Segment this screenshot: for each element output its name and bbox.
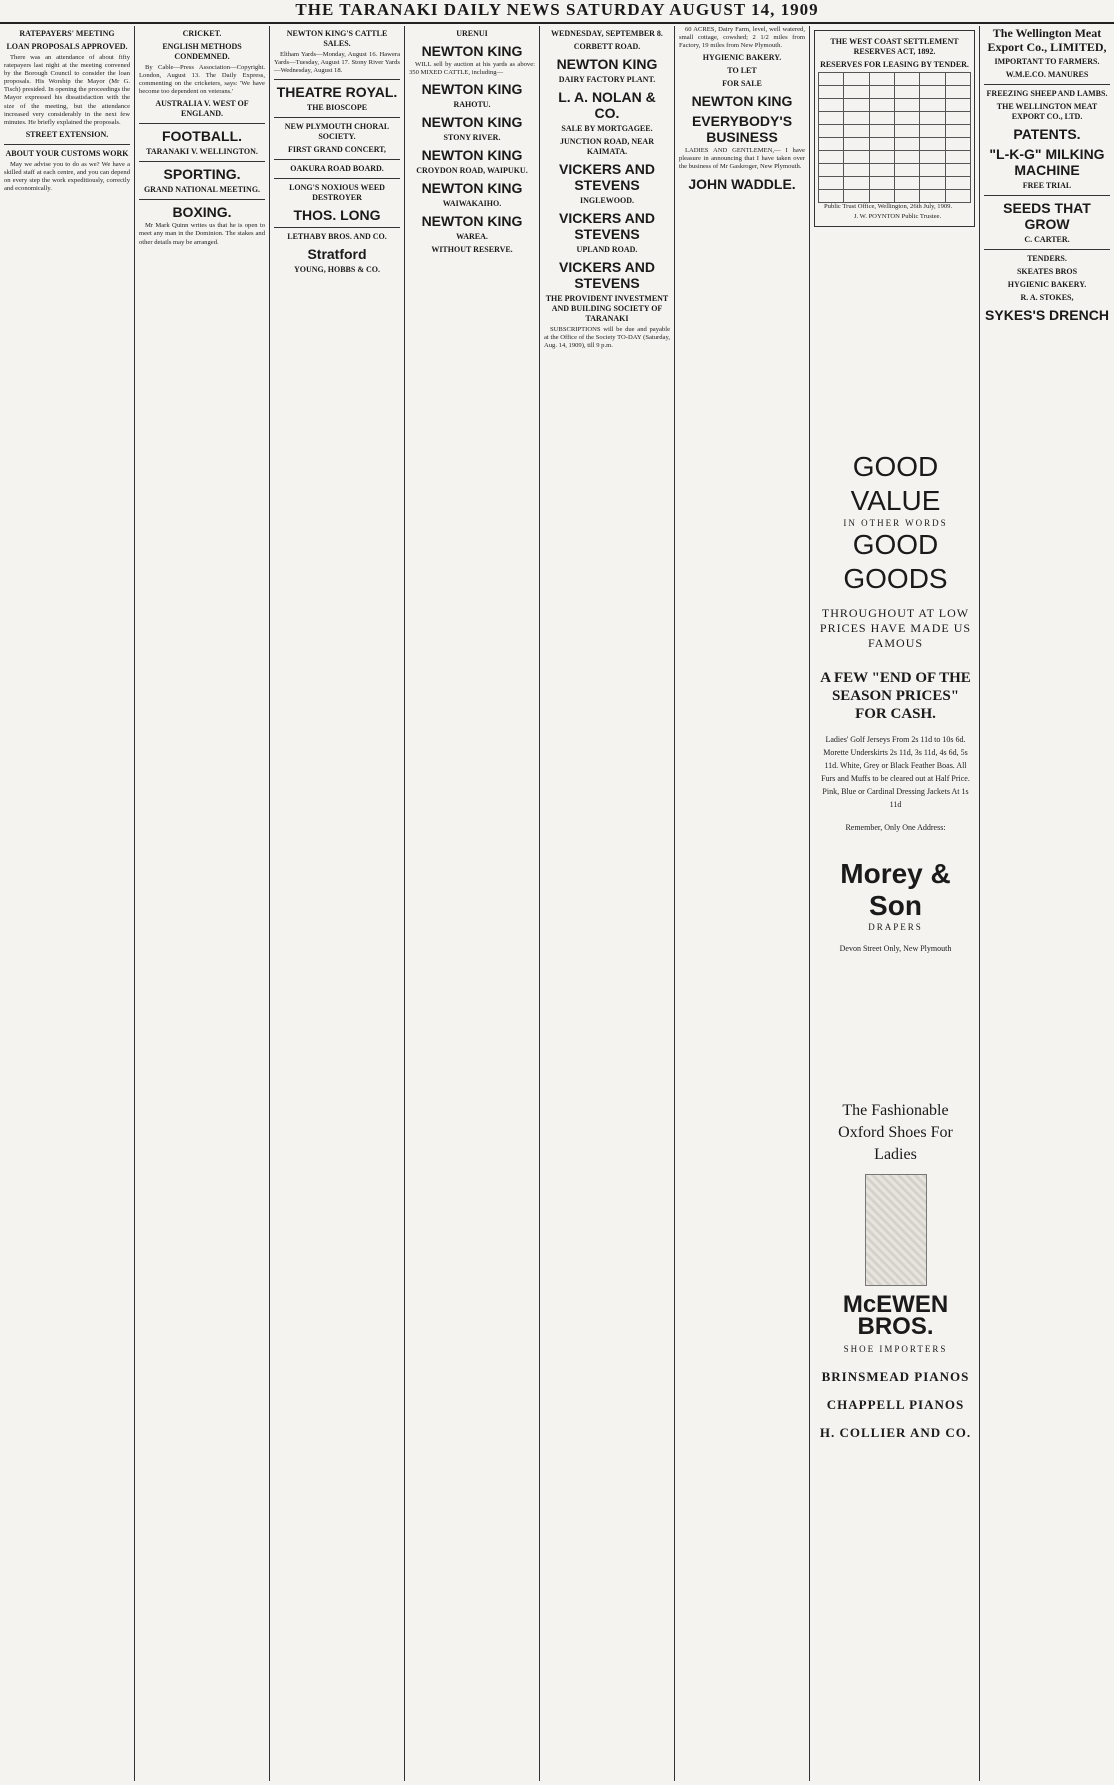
heading-oakura: OAKURA ROAD BOARD. bbox=[290, 164, 384, 174]
heading-stratford: Stratford bbox=[307, 246, 367, 263]
divider bbox=[139, 199, 265, 200]
heading-street-extension: STREET EXTENSION. bbox=[25, 129, 109, 139]
article-body: There was an attendance of about fifty ratepayers last night at the meeting convened by the Borough Council to consider the loan proposals. His Worship the Mayor (Mr G. Tisch) presided. In opening the proceedings the Mayor expressed his dissatisfaction with the size of the meeting, but the attendance increased very considerably in the next few minutes. He briefly explained the proposals. bbox=[4, 54, 130, 126]
collier-title: H. COLLIER AND CO. bbox=[819, 1425, 972, 1440]
reserves-signature: J. W. POYNTON Public Trustee. bbox=[853, 213, 942, 221]
heading-newton-king-8: NEWTON KING bbox=[691, 93, 793, 110]
cricket-body: By Cable—Press Association—Copyright. London, August 13. The Daily Express, commenting on the cricketers, says: 'We have become too dependent on veterans.' bbox=[139, 64, 265, 96]
good-goods-heading: GOOD GOODS bbox=[843, 529, 948, 594]
oxford-shoes-advert bbox=[818, 1100, 973, 1444]
heading-football: FOOTBALL. bbox=[161, 128, 243, 145]
heading-newton-king-5: NEWTON KING bbox=[421, 180, 523, 197]
heading-stokes: R. A. STOKES, bbox=[1020, 293, 1074, 302]
divider bbox=[274, 178, 400, 179]
heading-english-methods: ENGLISH METHODS CONDEMNED. bbox=[162, 42, 242, 61]
heading-vickers-1: VICKERS AND STEVENS bbox=[559, 161, 655, 193]
column-2 bbox=[135, 26, 270, 1781]
heading-hygienic: HYGIENIC BAKERY. bbox=[702, 53, 782, 63]
end-season-heading: A FEW "END OF THE SEASON PRICES" FOR CASH. bbox=[820, 670, 971, 722]
heading-freezing: FREEZING SHEEP AND LAMBS. bbox=[986, 89, 1108, 98]
heading-choral-society: NEW PLYMOUTH CHORAL SOCIETY. bbox=[284, 122, 390, 142]
heading-john-waddle: JOHN WADDLE. bbox=[688, 175, 796, 192]
customs-body: May we advise you to do as we? We have a skilled staff at each centre, and you can depend on every step the work expeditiously, correctly and economically. bbox=[4, 160, 130, 193]
heading-sykes: SYKES'S DRENCH bbox=[985, 307, 1109, 323]
heading-everybodys: EVERYBODY'S BUSINESS bbox=[691, 113, 793, 146]
heading-seeds: SEEDS THAT GROW bbox=[1003, 200, 1091, 232]
heading-newton-king-7: NEWTON KING bbox=[556, 56, 658, 72]
heading-bioscope: THE BIOSCOPE bbox=[306, 103, 368, 113]
remember-text: Remember, Only One Address: bbox=[845, 823, 946, 832]
heading-hygienic-bakery: HYGIENIC BAKERY. bbox=[1007, 280, 1087, 289]
heading-rahotu: RAHOTU. bbox=[453, 100, 491, 110]
masthead: THE TARANAKI DAILY NEWS SATURDAY AUGUST 14, 1909 bbox=[0, 0, 1114, 24]
heading-urenui: URENUI bbox=[456, 29, 488, 38]
divider bbox=[4, 144, 130, 145]
heading-newton-king-6: NEWTON KING bbox=[421, 213, 523, 230]
heading-patents: PATENTS. bbox=[1013, 126, 1081, 142]
good-value-heading: GOOD VALUE bbox=[850, 451, 941, 516]
heading-milking-machine: "L-K-G" MILKING MACHINE bbox=[989, 146, 1105, 178]
heading-newton-king-1: NEWTON KING bbox=[421, 43, 523, 59]
column-5 bbox=[540, 26, 675, 1781]
heading-customs: ABOUT YOUR CUSTOMS WORK bbox=[5, 148, 129, 158]
heading-vickers-2: VICKERS AND STEVENS bbox=[559, 210, 655, 242]
heading-warea: WAREA. bbox=[456, 232, 488, 242]
heading-without-reserve: WITHOUT RESERVE. bbox=[431, 245, 513, 255]
heading-reserves-act: THE WEST COAST SETTLEMENT RESERVES ACT, 1892. bbox=[830, 37, 959, 56]
divider bbox=[139, 161, 265, 162]
reserves-footer: Public Trust Office, Wellington, 26th July, 1909. bbox=[824, 203, 953, 210]
heading-croydon: CROYDON ROAD, WAIPUKU. bbox=[416, 166, 528, 176]
heading-loan: LOAN PROPOSALS APPROVED. bbox=[6, 42, 128, 51]
heading-vickers-3: VICKERS AND STEVENS bbox=[559, 259, 655, 291]
column-3 bbox=[270, 26, 405, 1781]
heading-australia: AUSTRALIA V. WEST OF ENGLAND. bbox=[155, 99, 249, 119]
heading-nolan: L. A. NOLAN & CO. bbox=[558, 89, 656, 121]
heading-cricket: CRICKET. bbox=[182, 29, 222, 38]
urenui-body: WILL sell by auction at his yards as above: 350 MIXED CATTLE, including— bbox=[409, 61, 535, 77]
dairy-farm-body: 60 ACRES, Dairy Farm, level, well watered, small cottage, cowshed; 2 1/2 miles from Factory, 19 miles from New Plymouth. bbox=[679, 26, 805, 50]
cattle-sales-body: Eltham Yards—Monday, August 16. Hawera Yards—Tuesday, August 17. Stony River Yards—Wednesday, August 18. bbox=[274, 51, 400, 75]
heading-important-farmers: IMPORTANT TO FARMERS. bbox=[994, 57, 1100, 66]
shoe-illustration bbox=[865, 1174, 927, 1286]
throughout-text: THROUGHOUT AT LOW PRICES HAVE MADE US FAMOUS bbox=[819, 606, 972, 650]
heading-junction: JUNCTION ROAD, NEAR KAIMATA. bbox=[559, 137, 654, 156]
divider bbox=[274, 79, 400, 80]
heading-sporting: SPORTING. bbox=[163, 166, 241, 183]
divider bbox=[984, 249, 1110, 250]
heading-young-hobbs: YOUNG, HOBBS & CO. bbox=[293, 265, 380, 275]
mcewen-sub: SHOE IMPORTERS bbox=[843, 1344, 948, 1354]
heading-newton-king-4: NEWTON KING bbox=[421, 147, 523, 164]
heading-to-let: TO LET bbox=[727, 66, 757, 76]
heading-reserves-leasing: RESERVES FOR LEASING BY TENDER. bbox=[820, 60, 969, 69]
heading-corbett: CORBETT ROAD. bbox=[573, 42, 641, 51]
heading-manures: W.M.E.CO. MANURES bbox=[1005, 70, 1089, 79]
devon-street: Devon Street Only, New Plymouth bbox=[839, 944, 952, 953]
divider bbox=[274, 159, 400, 160]
heading-grand-national: GRAND NATIONAL MEETING. bbox=[143, 185, 261, 195]
heading-carter: C. CARTER. bbox=[1024, 235, 1070, 244]
oxford-title: The Fashionable Oxford Shoes For Ladies bbox=[838, 1102, 953, 1163]
heading-dairy-plant: DAIRY FACTORY PLANT. bbox=[558, 75, 656, 84]
heading-inglewood: INGLEWOOD. bbox=[579, 196, 634, 205]
divider bbox=[274, 227, 400, 228]
drapers-label: DRAPERS bbox=[868, 922, 923, 932]
heading-free-trial: FREE TRIAL bbox=[1022, 181, 1072, 190]
heading-tenders: TENDERS. bbox=[1027, 254, 1067, 263]
heading-newton-king-2: NEWTON KING bbox=[421, 81, 523, 98]
other-words: IN OTHER WORDS bbox=[843, 518, 948, 528]
morey-name: Morey & Son bbox=[840, 858, 951, 921]
mcewen-title: McEWEN BROS. bbox=[842, 1291, 949, 1340]
heading-lethaby: LETHABY BROS. AND CO. bbox=[287, 232, 387, 242]
heading-wednesday: WEDNESDAY, SEPTEMBER 8. bbox=[551, 29, 663, 38]
heading-mortgagee: SALE BY MORTGAGEE. bbox=[561, 124, 653, 133]
heading-skeates: SKEATES BROS bbox=[1016, 267, 1078, 276]
heading-thos-long: THOS. LONG bbox=[293, 207, 381, 224]
column-6 bbox=[675, 26, 810, 1781]
chappell-title: CHAPPELL PIANOS bbox=[826, 1397, 965, 1412]
reserves-table bbox=[818, 72, 971, 203]
column-4 bbox=[405, 26, 540, 1781]
heading-for-sale: FOR SALE bbox=[722, 79, 762, 89]
heading-newton-king-3: NEWTON KING bbox=[421, 114, 523, 131]
heading-weed-destroyer: LONG'S NOXIOUS WEED DESTROYER bbox=[289, 183, 385, 203]
morey-advert bbox=[818, 450, 973, 955]
heading-waiwakaiho: WAIWAKAIHO. bbox=[442, 199, 502, 209]
heading-wellington-ltd: THE WELLINGTON MEAT EXPORT CO., LTD. bbox=[996, 102, 1098, 121]
column-8 bbox=[980, 26, 1114, 1781]
divider bbox=[984, 84, 1110, 85]
brinsmead-title: BRINSMEAD PIANOS bbox=[821, 1369, 970, 1384]
reserves-notice bbox=[814, 30, 975, 227]
provident-body: SUBSCRIPTIONS will be due and payable at the Office of the Society TO-DAY (Saturday, Aug. 14, 1909), till 9 p.m. bbox=[544, 326, 670, 350]
items-list: Ladies' Golf Jerseys From 2s 11d to 10s 6d. Morette Underskirts 2s 11d, 3s 11d, 4s 6d, 5s 11d. White, Grey or Black Feather Boas. All Furs and Muffs to be cleared out at Half Price. Pink, Blue or Cardinal Dressing Jackets At 1s 11d bbox=[821, 735, 970, 809]
divider bbox=[139, 123, 265, 124]
column-1 bbox=[0, 26, 135, 1781]
heading-wellington-meat: The Wellington Meat Export Co., LIMITED, bbox=[987, 26, 1107, 54]
heading-theatre-royal: THEATRE ROYAL. bbox=[276, 84, 398, 101]
heading-ratepayers: RATEPAYERS' MEETING bbox=[19, 29, 115, 38]
everybodys-body: LADIES AND GENTLEMEN,— I have pleasure in announcing that I have taken over the business of Mr Gaskroger, New Plymouth. bbox=[679, 147, 805, 171]
heading-provident: THE PROVIDENT INVESTMENT AND BUILDING SOCIETY OF TARANAKI bbox=[545, 294, 669, 323]
heading-boxing: BOXING. bbox=[172, 204, 232, 221]
heading-grand-concert: FIRST GRAND CONCERT, bbox=[288, 145, 386, 155]
heading-cattle-sales: NEWTON KING'S CATTLE SALES. bbox=[286, 29, 388, 48]
heading-stony-river: STONY RIVER. bbox=[443, 133, 501, 143]
heading-upland: UPLAND ROAD. bbox=[576, 245, 638, 254]
divider bbox=[274, 117, 400, 118]
boxing-body: Mr Mark Quinn writes us that he is open to meet any man in the Dominion. The stakes and other details may be arranged. bbox=[139, 222, 265, 246]
heading-taranaki-wellington: TARANAKI V. WELLINGTON. bbox=[146, 147, 258, 157]
divider bbox=[984, 195, 1110, 196]
